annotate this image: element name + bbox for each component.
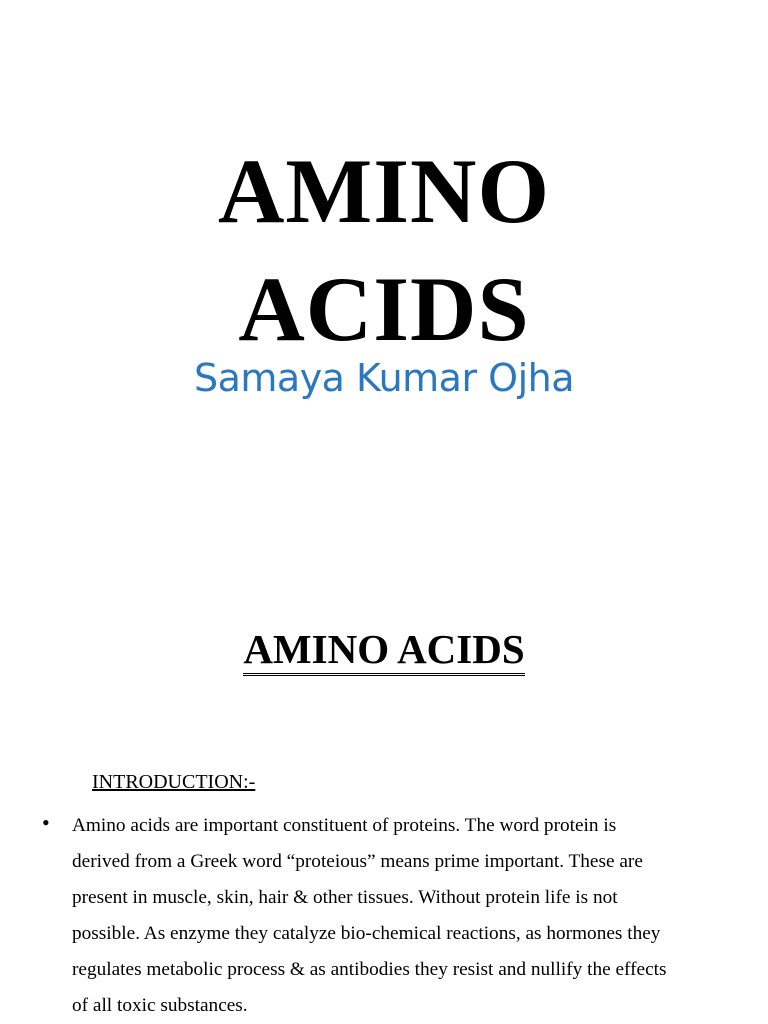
bullet-line: present in muscle, skin, hair & other tissues. Without protein life is not xyxy=(72,887,618,908)
author-name: Samaya Kumar Ojha xyxy=(193,356,575,400)
title-line-2: ACIDS xyxy=(238,258,530,360)
bullet-line: Amino acids are important constituent of proteins. The word protein is xyxy=(72,815,617,836)
section-heading-text: AMINO ACIDS xyxy=(243,626,524,676)
bullet-line: regulates metabolic process & as antibodies they resist and nullify the effects xyxy=(72,959,667,980)
title-line-1: AMINO xyxy=(217,140,551,242)
document-title xyxy=(0,132,768,368)
bullet-list xyxy=(40,808,740,1024)
bullet-item xyxy=(40,808,740,1024)
bullet-line: possible. As enzyme they catalyze bio-chemical reactions, as hormones they xyxy=(72,923,661,944)
section-heading xyxy=(0,624,768,674)
bullet-line: of all toxic substances. xyxy=(72,995,248,1016)
bullet-icon: • xyxy=(42,810,50,835)
introduction-label: INTRODUCTION:- xyxy=(92,771,256,793)
bullet-line: derived from a Greek word “proteious” means prime important. These are xyxy=(72,851,643,872)
